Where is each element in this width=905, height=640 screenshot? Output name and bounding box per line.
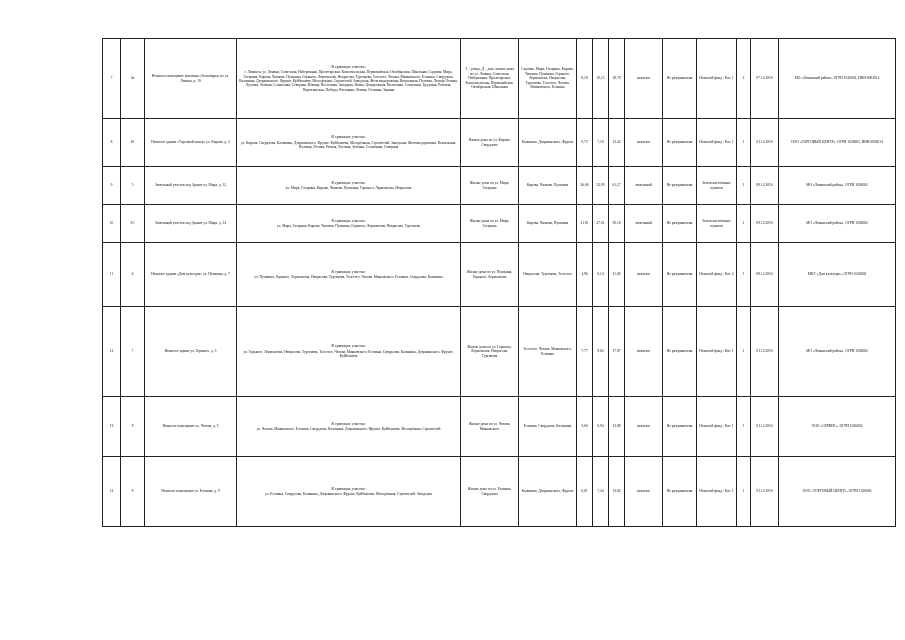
value-2-cell: 10,13	[593, 39, 609, 119]
category-cell: Земли населённых пунктов	[697, 167, 737, 205]
date-cell: 09.12.2016	[751, 167, 779, 205]
value-3-cell: 61,17	[609, 167, 625, 205]
value-1-cell: 6,01	[577, 457, 593, 527]
value-3-cell: 11,40	[609, 243, 625, 307]
bounded-streets-1-cell: Т – улица, Д – дом; жилые дома по ул. Ленина, Советская, Набережная, Пролетарская, Комсомольская, Первомайская, Октябрьская, Школьная	[461, 39, 519, 119]
description-text: ул. Горького, Лермонтова, Некрасова, Тургенева, Толстого, Чехова, Маяковского, Есенина, Свердлова, Калинина, Дзержинского, Фрунзе, Куйбышева	[243, 349, 454, 359]
organization-cell: МО «Ленинский район», ОГРН 1026002	[779, 205, 896, 243]
description-text: ул. Есенина, Свердлова, Калинина, Дзержинского, Фрунзе, Куйбышева, Молодёжная, Строителей, Заводская	[265, 492, 432, 496]
ownership-cell: Не разграничена	[663, 397, 697, 457]
bounded-streets-2-cell: Кирова, Чапаева, Пушкина	[519, 167, 577, 205]
description-text: ул. Кирова, Свердлова, Калинина, Дзержинского, Фрунзе, Куйбышева, Молодёжная, Строителей, Заводская, Железнодорожная, Вокзальная, Полевая, Лесная, Речная, Луговая, Зелёная, Солнечная, Северная	[240, 140, 457, 150]
description-text: ул. Чехова, Маяковского, Есенина, Свердлова, Калинина, Дзержинского, Фрунзе, Куйбышева, Молодёжная, Строителей	[256, 427, 441, 431]
quantity-cell: 1	[737, 119, 751, 167]
organization-cell: МО «Ленинский район», ОГРН 1026002	[779, 307, 896, 397]
category-cell: Нежилой фонд / Кат. 1	[697, 307, 737, 397]
row-number-cell: 9	[103, 167, 121, 205]
organization-cell: ООО «ТОРГОВЫЙ ЦЕНТР», ОГРН 1026002	[779, 457, 896, 527]
object-kind-cell: нежилое	[625, 307, 663, 397]
description-cell	[237, 205, 461, 243]
row-code-cell: 5/1	[121, 205, 145, 243]
ownership-cell: Не разграничена	[663, 457, 697, 527]
value-3-cell: 12,42	[609, 119, 625, 167]
description-text: г. Ленинск, ул. Ленина, Советская, Набережная, Пролетарская, Комсомольская, Первомайская, Октябрьская, Школьная, Садовая, Мира, Гагарина, Кирова, Чапаева, Пушкина, Горького, Лермонтова, Некрасова, Тургенева, Толстого, Чехова, Маяковского, Есенина, Свердлова, Калинина, Дзержинского, Фрунзе, Куйбышева, Молодёжная, Строителей, Заводская, Железнодорожная, Вокзальная, Полевая, Лесная, Речная, Луговая, Зелёная, Солнечная, Северная, Южная, Восточная, Западная, Новая, Центральная, Колхозная, Совхозная, Трудовая, Рабочая, Партизанская, Победы, Весенняя, Летняя, Осенняя, Зимняя	[239, 70, 458, 92]
description-cell	[237, 307, 461, 397]
bounded-streets-2-cell: Садовая, Мира, Гагарина, Кирова, Чапаева, Пушкина, Горького, Лермонтова, Некрасова, Тургенева, Толстого, Чехова, Маяковского, Есенина	[519, 39, 577, 119]
row-code-cell: 8	[121, 397, 145, 457]
object-kind-cell: нежилое	[625, 39, 663, 119]
object-kind-cell: нежилое	[625, 457, 663, 527]
bounded-streets-1-cell: Жилые дома по ул. Кирова, Свердлова	[461, 119, 519, 167]
object-kind-cell: нежилое	[625, 397, 663, 457]
value-1-cell: 21,81	[577, 205, 593, 243]
object-name-cell: Земельный участок под Здание ул. Мира, д. 12	[145, 167, 237, 205]
table-row	[103, 397, 896, 457]
table-row	[103, 119, 896, 167]
value-3-cell: 18,78	[609, 39, 625, 119]
ownership-cell: Не разграничена	[663, 119, 697, 167]
register-table	[102, 38, 896, 527]
description-text: ул. Пушкина, Горького, Лермонтова, Некрасова, Тургенева, Толстого, Чехова, Маяковского, Есенина, Свердлова, Калинина	[254, 275, 443, 279]
ownership-cell: Не разграничена	[663, 167, 697, 205]
organization-cell: МО «Ленинский район», ОГРН 1026002, ИНН 6002014	[779, 39, 896, 119]
date-cell: 01.12.2016	[751, 397, 779, 457]
quantity-cell: 1	[737, 397, 751, 457]
table-row	[103, 39, 896, 119]
bounded-streets-1-cell: Жилые дома по ул. Горького, Лермонтова, Некрасова, Тургенева	[461, 307, 519, 397]
value-1-cell: 7,77	[577, 307, 593, 397]
value-1-cell: 4,96	[577, 243, 593, 307]
bounded-streets-2-cell: Некрасова, Тургенева, Толстого	[519, 243, 577, 307]
category-cell: Нежилой фонд / Кат. 1	[697, 39, 737, 119]
table-row	[103, 243, 896, 307]
date-cell: 01.12.2016	[751, 119, 779, 167]
description-heading: В границах участка:	[331, 134, 366, 140]
bounded-streets-1-cell: Жилые дома по ул. Мира, Гагарина	[461, 167, 519, 205]
description-cell	[237, 457, 461, 527]
value-2-cell: 7,10	[593, 119, 609, 167]
value-3-cell: 13,82	[609, 457, 625, 527]
organization-cell: ООО «ТОРГОВЫЙ ЦЕНТР», ОГРН 1026002, ИНН 6002014	[779, 119, 896, 167]
value-2-cell: 9,62	[593, 307, 609, 397]
description-heading: В границах участка:	[331, 485, 366, 491]
category-cell: Нежилой фонд / Кат. 1	[697, 457, 737, 527]
object-name-cell: Нежилое здание «Дом культуры» ул. Пушкина, д. 7	[145, 243, 237, 307]
value-1-cell: 5,73	[577, 119, 593, 167]
value-2-cell: 7,44	[593, 457, 609, 527]
category-cell: Нежилой фонд / Кат. 2	[697, 243, 737, 307]
organization-cell: МО «Ленинский район», ОГРН 1026002	[779, 167, 896, 205]
ownership-cell: Не разграничена	[663, 307, 697, 397]
value-1-cell: 26,60	[577, 167, 593, 205]
table-row	[103, 205, 896, 243]
description-heading: В границах участка:	[331, 179, 366, 185]
table-row	[103, 457, 896, 527]
quantity-cell: 1	[737, 205, 751, 243]
value-2-cell: 6,94	[593, 397, 609, 457]
table-row	[103, 307, 896, 397]
category-cell: Земли населённых пунктов	[697, 205, 737, 243]
bounded-streets-2-cell: Калинина, Дзержинского, Фрунзе	[519, 119, 577, 167]
value-3-cell: 17,87	[609, 307, 625, 397]
object-kind-cell: земельный	[625, 167, 663, 205]
object-kind-cell: нежилое	[625, 243, 663, 307]
value-2-cell: 32,95	[593, 167, 609, 205]
value-3-cell: 12,88	[609, 397, 625, 457]
table-row	[103, 167, 896, 205]
bounded-streets-1-cell: Жилые дома по ул. Чехова, Маяковского	[461, 397, 519, 457]
organization-cell: МКУ «Дом культуры», ОГРН 1026002	[779, 243, 896, 307]
row-code-cell: 7	[121, 307, 145, 397]
quantity-cell: 1	[737, 167, 751, 205]
description-cell	[237, 167, 461, 205]
category-cell: Нежилой фонд / Кат. 1	[697, 119, 737, 167]
row-number-cell: 8	[103, 119, 121, 167]
row-number-cell: 10	[103, 205, 121, 243]
bounded-streets-1-cell: Жилые дома по ул. Мира, Гагарина	[461, 205, 519, 243]
value-1-cell: 8,18	[577, 39, 593, 119]
date-cell: 09.12.2016	[751, 243, 779, 307]
bounded-streets-2-cell: Кирова, Чапаева, Пушкина	[519, 205, 577, 243]
description-cell	[237, 39, 461, 119]
bounded-streets-2-cell: Калинина, Дзержинского, Фрунзе	[519, 457, 577, 527]
bounded-streets-2-cell: Есенина, Свердлова, Калинина	[519, 397, 577, 457]
value-1-cell: 5,60	[577, 397, 593, 457]
quantity-cell: 1	[737, 307, 751, 397]
object-name-cell: Нежилое помещение магазина «Хозтовары» по ул. Ленина, д. 19	[145, 39, 237, 119]
category-cell: Нежилой фонд / Кат. 1	[697, 397, 737, 457]
description-text: ул. Мира, Гагарина, Кирова, Чапаева, Пушкина, Горького, Лермонтова, Некрасова, Тургенева	[277, 224, 420, 228]
quantity-cell: 1	[737, 457, 751, 527]
object-kind-cell: нежилое	[625, 119, 663, 167]
row-code-cell: 4б	[121, 119, 145, 167]
description-heading: В границах участка:	[331, 420, 366, 426]
ownership-cell: Не разграничена	[663, 205, 697, 243]
row-number-cell: 7	[103, 39, 121, 119]
row-code-cell: 6	[121, 243, 145, 307]
object-name-cell: Нежилое помещение ул. Чехова, д. 5	[145, 397, 237, 457]
date-cell: 07.12.2016	[751, 39, 779, 119]
object-name-cell: Нежилое здание «Торговый центр» ул. Кирова, д. 4	[145, 119, 237, 167]
bounded-streets-2-cell: Толстого, Чехова, Маяковского, Есенина	[519, 307, 577, 397]
row-code-cell: 4а	[121, 39, 145, 119]
bounded-streets-1-cell: Жилые дома по ул. Пушкина, Горького, Лермонтова	[461, 243, 519, 307]
date-cell: 01.12.2016	[751, 457, 779, 527]
row-number-cell: 13	[103, 397, 121, 457]
description-cell	[237, 243, 461, 307]
date-cell: 09.12.2016	[751, 205, 779, 243]
description-text: ул. Мира, Гагарина, Кирова, Чапаева, Пушкина, Горького, Лермонтова, Некрасова	[285, 186, 412, 190]
ownership-cell: Не разграничена	[663, 243, 697, 307]
row-number-cell: 14	[103, 457, 121, 527]
quantity-cell: 1	[737, 243, 751, 307]
description-cell	[237, 119, 461, 167]
row-code-cell: 5	[121, 167, 145, 205]
object-name-cell: Нежилое помещение ул. Есенина, д. 9	[145, 457, 237, 527]
description-heading: В границах участка:	[331, 343, 366, 349]
organization-cell: ООО «СЕРВИС», ОГРН 1026002	[779, 397, 896, 457]
ownership-cell: Не разграничена	[663, 39, 697, 119]
description-heading: В границах участка:	[331, 268, 366, 274]
quantity-cell: 2	[737, 39, 751, 119]
value-3-cell: 50,16	[609, 205, 625, 243]
value-2-cell: 6,14	[593, 243, 609, 307]
description-heading: В границах участка:	[331, 217, 366, 223]
row-code-cell: 9	[121, 457, 145, 527]
object-name-cell: Земельный участок под Здание ул. Мира, д. 14	[145, 205, 237, 243]
row-number-cell: 12	[103, 307, 121, 397]
row-number-cell: 11	[103, 243, 121, 307]
description-heading: В границах участка:	[331, 63, 366, 69]
bounded-streets-1-cell: Жилые дома по ул. Есенина, Свердлова	[461, 457, 519, 527]
date-cell: 01.12.2016	[751, 307, 779, 397]
value-2-cell: 27,01	[593, 205, 609, 243]
object-kind-cell: земельный	[625, 205, 663, 243]
description-cell	[237, 397, 461, 457]
object-name-cell: Нежилое здание ул. Горького, д. 3	[145, 307, 237, 397]
